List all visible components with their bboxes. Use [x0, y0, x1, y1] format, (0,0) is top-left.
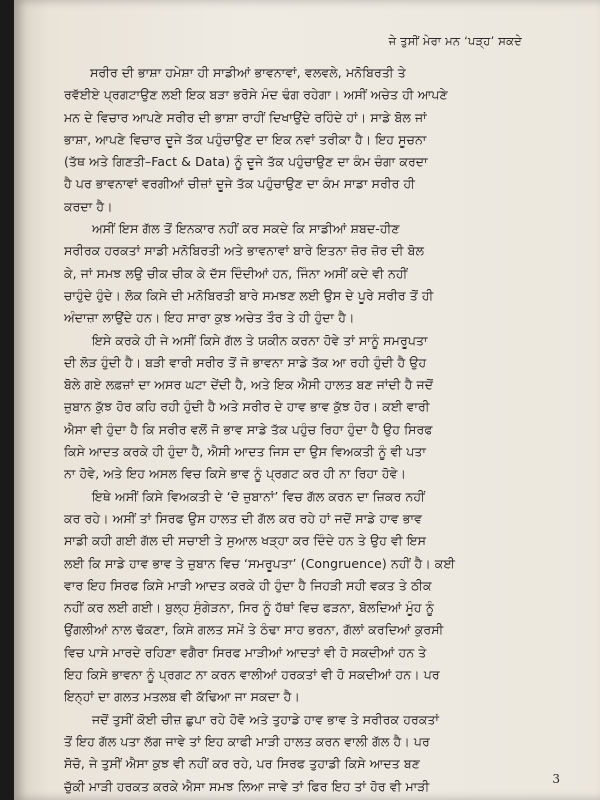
- text-line: ਹੈ ਪਰ ਭਾਵਨਾਵਾਂ ਵਰਗੀਆਂ ਚੀਜ਼ਾਂ ਦੂਜੇ ਤੱਕ ਪਹੁੰਚਾਉਣ ਦਾ ਕੰਮ ਸਾਡਾ ਸਰੀਰ ਹੀ: [64, 176, 416, 192]
- text-line: ਉਂਗਲੀਆਂ ਨਾਲ ਢੱਕਣਾ, ਕਿਸੇ ਗਲਤ ਸਮੇਂ ਤੇ ਠੰਢਾ ਸਾਹ ਭਰਨਾ, ਗੱਲਾਂ ਕਰਦਿਆਂ ਕੁਰਸੀ: [64, 622, 444, 638]
- text-line: ਜ਼ੁਬਾਨ ਕੁੱਝ ਹੋਰ ਕਹਿ ਰਹੀ ਹੁੰਦੀ ਹੈ ਅਤੇ ਸਰੀਰ ਦੇ ਹਾਵ ਭਾਵ ਕੁੱਝ ਹੋਰ। ਕਈ ਵਾਰੀ: [64, 399, 430, 415]
- paragraph-1: [64, 62, 572, 218]
- text-line: ਸਰੀਰਕ ਹਰਕਤਾਂ ਸਾਡੀ ਮਨੋਬਿਰਤੀ ਅਤੇ ਭਾਵਨਾਵਾਂ ਬਾਰੇ ਇਤਨਾ ਜ਼ੋਰ ਜ਼ੋਰ ਦੀ ਬੋਲ: [64, 243, 424, 259]
- text-line: ਵਾਰ ਇਹ ਸਿਰਫ ਕਿਸੇ ਮਾੜੀ ਆਦਤ ਕਰਕੇ ਹੀ ਹੁੰਦਾ ਹੈ ਜਿਹੜੀ ਸਹੀ ਵਕਤ ਤੇ ਠੀਕ: [64, 577, 432, 593]
- text-line: ਲਈ ਕਿ ਸਾਡੇ ਹਾਵ ਭਾਵ ਤੇ ਜ਼ੁਬਾਨ ਵਿਚ ‘ਸਮਰੂਪਤਾ’ (Congruence) ਨਹੀਂ ਹੈ। ਕਈ: [64, 555, 456, 571]
- text-line: ਬੋਲੇ ਗਏ ਲਫ਼ਜ਼ਾਂ ਦਾ ਅਸਰ ਘਟਾ ਦੇਂਦੀ ਹੈ, ਅਤੇ ਇਕ ਐਸੀ ਹਾਲਤ ਬਣ ਜਾਂਦੀ ਹੈ ਜਦੋਂ: [64, 377, 434, 393]
- text-line: ਇਥੇ ਅਸੀਂ ਕਿਸੇ ਵਿਅਕਤੀ ਦੇ ‘ਦੋ ਜ਼ੁਬਾਨਾਂ’ ਵਿਚ ਗੱਲ ਕਰਨ ਦਾ ਜ਼ਿਕਰ ਨਹੀਂ: [92, 488, 425, 504]
- text-line: ਇਸੇ ਕਰਕੇ ਹੀ ਜੇ ਅਸੀਂ ਕਿਸੇ ਗੱਲ ਤੇ ਯਕੀਨ ਕਰਨਾ ਹੋਵੇ ਤਾਂ ਸਾਨੂੰ ਸਮਰੂਪਤਾ: [92, 332, 428, 348]
- text-line: ਕੇ, ਜਾਂ ਸਮਝ ਲਉ ਚੀਕ ਚੀਕ ਕੇ ਦੱਸ ਦਿੰਦੀਆਂ ਹਨ, ਜਿੰਨਾ ਅਸੀਂ ਕਦੇ ਵੀ ਨਹੀਂ: [64, 265, 408, 281]
- text-line: ਰਵੱਈਏ ਪ੍ਰਗਟਾਉਣ ਲਈ ਇਕ ਬੜਾ ਭਰੋਸੇ ਮੰਦ ਢੰਗ ਰਹੇਗਾ। ਅਸੀਂ ਅਚੇਤ ਹੀ ਆਪਣੇ: [64, 87, 448, 103]
- body-text: [64, 62, 572, 798]
- text-line: ਵਿਚ ਪਾਸੇ ਮਾਰਦੇ ਰਹਿਣਾ ਵਗੈਰਾ ਸਿਰਫ ਮਾੜੀਆਂ ਆਦਤਾਂ ਵੀ ਹੋ ਸਕਦੀਆਂ ਹਨ ਤੇ: [64, 644, 427, 660]
- running-header: ਜੇ ਤੁਸੀਂ ਮੇਰਾ ਮਨ ‘ਪੜ੍ਹ’ ਸਕਦੇ: [388, 34, 522, 48]
- text-line: ਕਰ ਰਹੇ। ਅਸੀਂ ਤਾਂ ਸਿਰਫ ਉਸ ਹਾਲਤ ਦੀ ਗੱਲ ਕਰ ਰਹੇ ਹਾਂ ਜਦੋਂ ਸਾਡੇ ਹਾਵ ਭਾਵ: [64, 510, 423, 526]
- paragraph-3: [64, 330, 572, 486]
- paragraph-2: [64, 218, 572, 329]
- page-number: 3: [552, 772, 560, 786]
- text-line: ਸੋਚੋ, ਜੇ ਤੁਸੀਂ ਐਸਾ ਕੁਝ ਵੀ ਨਹੀਂ ਕਰ ਰਹੇ, ਪਰ ਸਿਰਫ ਤੁਹਾਡੀ ਕਿਸੇ ਆਦਤ ਬਣ: [64, 756, 420, 772]
- text-line: ਅੰਦਾਜ਼ਾ ਲਾਉਂਦੇ ਹਨ। ਇਹ ਸਾਰਾ ਕੁਝ ਅਚੇਤ ਤੌਰ ਤੇ ਹੀ ਹੁੰਦਾ ਹੈ।: [64, 310, 355, 326]
- paragraph-5: [64, 709, 572, 798]
- text-line: (ਤੱਥ ਅਤੇ ਗਿਣਤੀ–Fact & Data) ਨੂੰ ਦੂਜੇ ਤੱਕ ਪਹੁੰਚਾਉਣ ਦਾ ਕੰਮ ਚੰਗਾ ਕਰਦਾ: [64, 154, 428, 170]
- text-line: ਦੀ ਲੋੜ ਹੁੰਦੀ ਹੈ। ਬੜੀ ਵਾਰੀ ਸਰੀਰ ਤੋਂ ਜੋ ਭਾਵਨਾ ਸਾਡੇ ਤੱਕ ਆ ਰਹੀ ਹੁੰਦੀ ਹੈ ਉਹ: [64, 354, 427, 370]
- text-line: ਕਰਦਾ ਹੈ।: [64, 198, 113, 214]
- text-line: ਨਾ ਹੋਵੇ, ਅਤੇ ਇਹ ਅਸਲ ਵਿਚ ਕਿਸੇ ਭਾਵ ਨੂੰ ਪ੍ਰਗਟ ਕਰ ਹੀ ਨਾ ਰਿਹਾ ਹੋਵੇ।: [64, 466, 407, 482]
- text-line: ਚੁੱਕੀ ਮਾੜੀ ਹਰਕਤ ਕਰਕੇ ਐਸਾ ਸਮਝ ਲਿਆ ਜਾਵੇ ਤਾਂ ਫਿਰ ਇਹ ਤਾਂ ਹੋਰ ਵੀ ਮਾੜੀ: [64, 778, 430, 794]
- text-line: ਸਾਡੀ ਕਹੀ ਗਈ ਗੱਲ ਦੀ ਸਚਾਈ ਤੇ ਸੁਆਲ ਖੜ੍ਹਾ ਕਰ ਦਿੰਦੇ ਹਨ ਤੇ ਉਹ ਵੀ ਇਸ: [64, 533, 427, 549]
- text-line: ਨਹੀਂ ਕਰ ਲਈ ਗਈ। ਬੁਲ੍ਹ ਸੁੰਗੇੜਨਾ, ਸਿਰ ਨੂੰ ਹੱਥਾਂ ਵਿਚ ਫੜਨਾ, ਬੋਲਦਿਆਂ ਮੂੰਹ ਨੂੰ: [64, 600, 434, 616]
- text-line: ਮਨ ਦੇ ਵਿਚਾਰ ਆਪਣੇ ਸਰੀਰ ਦੀ ਭਾਸ਼ਾ ਰਾਹੀਂ ਦਿਖਾਉਂਦੇ ਰਹਿੰਦੇ ਹਾਂ। ਸਾਡੇ ਬੋਲ ਜਾਂ: [64, 109, 427, 125]
- text-line: ਇਨ੍ਹਾਂ ਦਾ ਗਲਤ ਮਤਲਬ ਵੀ ਕੱਢਿਆ ਜਾ ਸਕਦਾ ਹੈ।: [64, 689, 300, 705]
- text-line: ਐਸਾ ਵੀ ਹੁੰਦਾ ਹੈ ਕਿ ਸਰੀਰ ਵਲੋਂ ਜੋ ਭਾਵ ਸਾਡੇ ਤੱਕ ਪਹੁੰਚ ਰਿਹਾ ਹੁੰਦਾ ਹੈ ਉਹ ਸਿਰਫ: [64, 421, 433, 437]
- text-line: ਕਿਸੇ ਆਦਤ ਕਰਕੇ ਹੀ ਹੁੰਦਾ ਹੈ, ਐਸੀ ਆਦਤ ਜਿਸ ਦਾ ਉਸ ਵਿਅਕਤੀ ਨੂੰ ਵੀ ਪਤਾ: [64, 444, 427, 460]
- text-line: ਸਰੀਰ ਦੀ ਭਾਸ਼ਾ ਹਮੇਸ਼ਾ ਹੀ ਸਾਡੀਆਂ ਭਾਵਨਾਵਾਂ, ਵਲਵਲੇ, ਮਨੋਬਿਰਤੀ ਤੇ: [90, 65, 406, 80]
- text-line: ਇਹ ਕਿਸੇ ਭਾਵਨਾ ਨੂੰ ਪ੍ਰਗਟ ਨਾ ਕਰਨ ਵਾਲੀਆਂ ਹਰਕਤਾਂ ਵੀ ਹੋ ਸਕਦੀਆਂ ਹਨ। ਪਰ: [64, 667, 440, 683]
- text-line: ਚਾਹੁੰਦੇ ਹੁੰਦੇ। ਲੋਕ ਕਿਸੇ ਦੀ ਮਨੋਬਿਰਤੀ ਬਾਰੇ ਸਮਝਣ ਲਈ ਉਸ ਦੇ ਪੂਰੇ ਸਰੀਰ ਤੋਂ ਹੀ: [64, 287, 434, 303]
- text-line: ਅਸੀਂ ਇਸ ਗੱਲ ਤੋਂ ਇਨਕਾਰ ਨਹੀਂ ਕਰ ਸਕਦੇ ਕਿ ਸਾਡੀਆਂ ਸ਼ਬਦ-ਹੀਣ: [92, 221, 400, 237]
- text-line: ਭਾਸ਼ਾ, ਆਪਣੇ ਵਿਚਾਰ ਦੂਜੇ ਤੱਕ ਪਹੁੰਚਾਉਣ ਦਾ ਇਕ ਨਵਾਂ ਤਰੀਕਾ ਹੈ। ਇਹ ਸੂਚਨਾ: [64, 131, 427, 147]
- paragraph-4: [64, 486, 572, 709]
- text-line: ਤੋਂ ਇਹ ਗੱਲ ਪਤਾ ਲੱਗ ਜਾਵੇ ਤਾਂ ਇਹ ਕਾਫੀ ਮਾੜੀ ਹਾਲਤ ਕਰਨ ਵਾਲੀ ਗੱਲ ਹੈ। ਪਰ: [64, 733, 430, 749]
- text-line: ਜਦੋਂ ਤੁਸੀਂ ਕੋਈ ਚੀਜ਼ ਛੁਪਾ ਰਹੇ ਹੋਵੋ ਅਤੇ ਤੁਹਾਡੇ ਹਾਵ ਭਾਵ ਤੇ ਸਰੀਰਕ ਹਰਕਤਾਂ: [92, 711, 440, 727]
- book-page: [14, 0, 600, 800]
